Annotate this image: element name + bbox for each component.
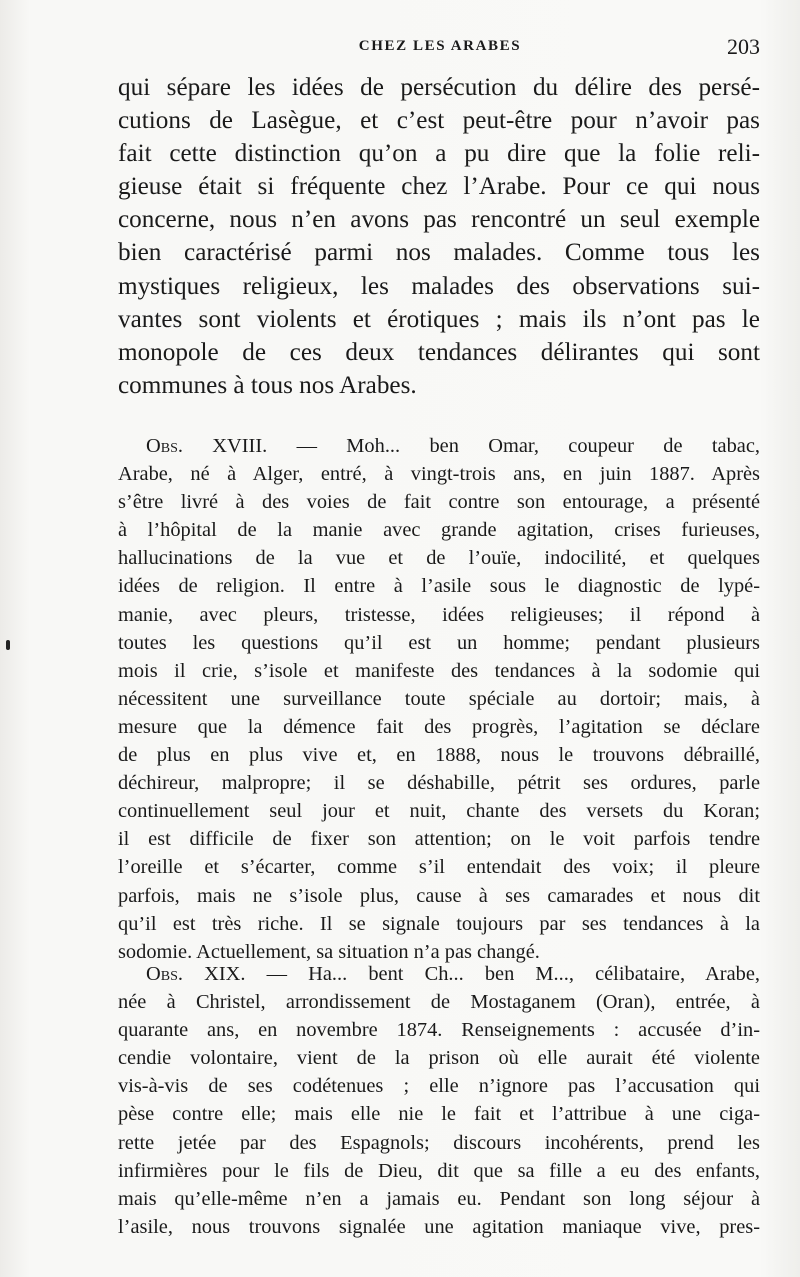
running-head: CHEZ LES ARABES xyxy=(358,38,522,54)
text-line: de plus en plus vive et, en 1888, nous le trouvons débraillé, xyxy=(118,744,760,767)
text-line: cutions de Lasègue, et c’est peut-être pour n’avoir pas xyxy=(118,107,760,135)
paragraph-1 xyxy=(118,71,760,402)
text-line: l’oreille et s’écarter, comme s’il entendait des voix; il pleure xyxy=(118,856,760,879)
text-line: s’être livré à des voies de fait contre son entourage, a présenté xyxy=(118,491,760,514)
text-line: gieuse était si fréquente chez l’Arabe. Pour ce qui nous xyxy=(118,173,760,201)
text-line: mais qu’elle-même n’en a jamais eu. Pendant son long séjour à xyxy=(118,1187,760,1210)
observation-label: Obs. XIX. xyxy=(146,963,246,985)
page-number: 203 xyxy=(727,34,760,59)
text-line: manie, avec pleurs, tristesse, idées religieuses; il répond à xyxy=(118,603,760,626)
text-line: née à Christel, arrondissement de Mostaganem (Oran), entrée, à xyxy=(118,991,760,1014)
text-line: l’asile, nous trouvons signalée une agitation maniaque vive, pres- xyxy=(118,1215,760,1238)
text-line: quarante ans, en novembre 1874. Renseignements : accusée d’in- xyxy=(118,1019,760,1042)
text-line: continuellement seul jour et nuit, chante des versets du Koran; xyxy=(118,800,760,823)
text-fragment: — Ha... bent Ch... ben M..., célibataire, Arabe, xyxy=(266,963,760,985)
text-line: communes à tous nos Arabes. xyxy=(118,371,417,399)
text-line: mesure que la démence fait des progrès, l’agitation se déclare xyxy=(118,715,760,738)
text-line: monopole de ces deux tendances délirantes qui sont xyxy=(118,338,760,366)
observation-heading-line xyxy=(118,960,760,988)
text-line: il est difficile de fixer son attention; on le voit parfois tendre xyxy=(118,828,760,851)
text-line: infirmières pour le fils de Dieu, dit que sa fille a eu des enfants, xyxy=(118,1159,760,1182)
text-line: nécessitent une surveillance toute spéciale au dortoir; mais, à xyxy=(118,687,760,710)
observation-19 xyxy=(118,960,760,1241)
text-line: vantes sont violents et érotiques ; mais ils n’ont pas le xyxy=(118,305,760,333)
text-line: à l’hôpital de la manie avec grande agitation, crises furieuses, xyxy=(118,519,760,542)
margin-mark xyxy=(6,640,10,650)
text-line: cendie volontaire, vient de la prison où elle aurait été violente xyxy=(118,1047,760,1070)
text-line: rette jetée par des Espagnols; discours incohérents, prend les xyxy=(118,1131,760,1154)
text-line: hallucinations de la vue et de l’ouïe, indocilité, et quelques xyxy=(118,547,760,570)
text-line: fait cette distinction qu’on a pu dire que la folie reli- xyxy=(118,140,760,168)
observation-18 xyxy=(118,432,760,966)
text-line: concerne, nous n’en avons pas rencontré un seul exemple xyxy=(118,206,760,234)
text-line: parfois, mais ne s’isole plus, cause à ses camarades et nous dit xyxy=(118,884,760,907)
text-line: pèse contre elle; mais elle nie le fait et l’attribue à une ciga- xyxy=(118,1103,760,1126)
text-line: bien caractérisé parmi nos malades. Comme tous les xyxy=(118,239,760,267)
text-line: idées de religion. Il entre à l’asile sous le diagnostic de lypé- xyxy=(118,575,760,598)
text-line: toutes les questions qu’il est un homme; pendant plusieurs xyxy=(118,631,760,654)
text-line: déchireur, malpropre; il se déshabille, pétrit ses ordures, parle xyxy=(118,772,760,795)
text-line: sodomie. Actuellement, sa situation n’a pas changé. xyxy=(118,940,540,963)
observation-heading-line xyxy=(118,432,760,460)
observation-label: Obs. XVIII. xyxy=(146,435,268,457)
page-header xyxy=(120,34,760,60)
text-fragment: — Moh... ben Omar, coupeur de tabac, xyxy=(296,435,760,457)
text-line: mystiques religieux, les malades des observations sui- xyxy=(118,272,760,300)
text-line: qu’il est très riche. Il se signale toujours par ses tendances à la xyxy=(118,912,760,935)
text-line: Arabe, né à Alger, entré, à vingt-trois ans, en juin 1887. Après xyxy=(118,463,760,486)
text-line: qui sépare les idées de persécution du délire des persé- xyxy=(118,74,760,101)
text-line: vis-à-vis de ses codétenues ; elle n’ignore pas l’accusation qui xyxy=(118,1075,760,1098)
text-line: mois il crie, s’isole et manifeste des tendances à la sodomie qui xyxy=(118,659,760,682)
